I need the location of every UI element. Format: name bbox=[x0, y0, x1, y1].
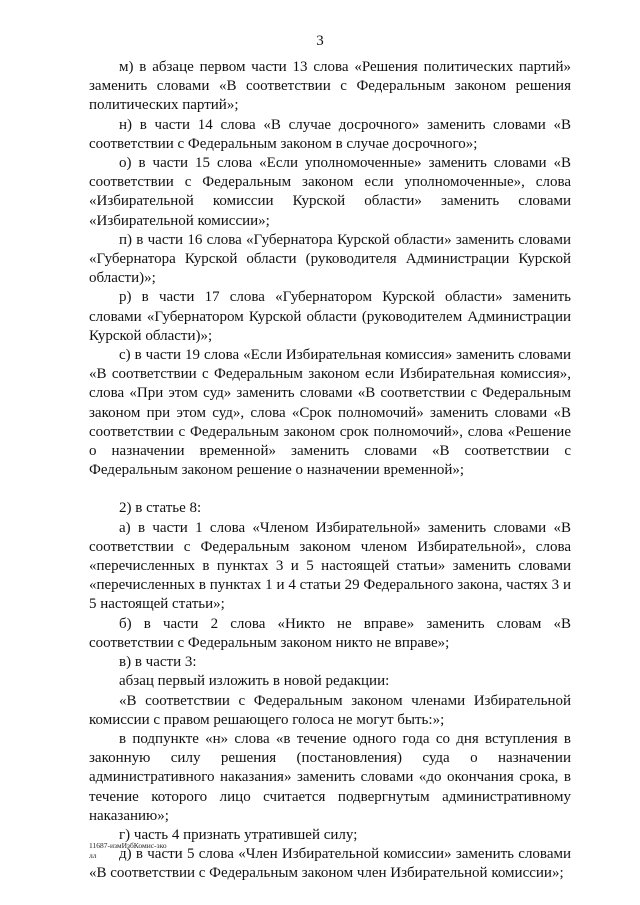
paragraph-s: с) в части 19 слова «Если Избирательная комиссия» заменить словами «В соответствии с Федеральным законом если Избирательная комиссия», слова «При этом суд» заменить словами «В соответствии с Федеральным законом при этом суд», слова «Срок полномочий» заменить словами «В соответствии с Федеральным законом срок полномочий», слова «Решение о назначении временной» заменить словами «В соответствии с Федеральным законом решение о назначении временной»; bbox=[89, 347, 571, 479]
paragraph-a: а) в части 1 слова «Членом Избирательной» заменить словами «В соответствии с Федеральным законом членом Избирательной», слова «перечисленных в пунктах 3 и 5 настоящей статьи» заменить словами «перечисленных в пунктах 1 и 4 статьи 29 Федерального закона, частях 3 и 5 настоящей статьи»; bbox=[89, 519, 571, 613]
footer-file-code: 11687-измИзбКомис-зко bbox=[89, 841, 167, 850]
paragraph-b: б) в части 2 слова «Никто не вправе» заменить словам «В соответствии с Федеральным законом никто не вправе»; bbox=[89, 615, 571, 651]
paragraph-article-8: 2) в статье 8: bbox=[119, 500, 202, 517]
paragraph-v-subpoint-n: в подпункте «н» слова «в течение одного года со дня вступления в законную силу решения (постановления) суда о назначении административного наказания» заменить словами «до окончания срока, в течение которого лицо считается подвергнутым административному наказанию»; bbox=[89, 730, 571, 824]
paragraph-v-intro: абзац первый изложить в новой редакции: bbox=[119, 673, 390, 690]
paragraph-d: д) в части 5 слова «Член Избирательной комиссии» заменить словами «В соответствии с Федеральным законом член Избирательной комиссии»; bbox=[89, 846, 571, 882]
paragraph-g: г) часть 4 признать утратившей силу; bbox=[119, 826, 358, 843]
paragraph-p: п) в части 16 слова «Губернатора Курской области» заменить словами «Губернатора Курской области (руководителя Администрации Курской области)»; bbox=[89, 231, 571, 287]
document-footer bbox=[89, 841, 167, 860]
document-body bbox=[89, 58, 571, 884]
paragraph-o: о) в части 15 слова «Если уполномоченные» заменить словами «В соответствии с Федеральным законом если уполномоченные», слова «Избирательной комиссии Курской области» заменить словами «Избирательной комиссии»; bbox=[89, 155, 571, 229]
paragraph-v-new-text: «В соответствии с Федеральным законом членами Избирательной комиссии с правом решающего голоса не могут быть:»; bbox=[89, 692, 571, 728]
paragraph-n: н) в части 14 слова «В случае досрочного» заменить словами «В соответствии с Федеральным законом в случае досрочного»; bbox=[89, 116, 571, 152]
footer-initials: лл bbox=[89, 850, 97, 860]
paragraph-m: м) в абзаце первом части 13 слова «Решения политических партий» заменить словами «В соответствии с Федеральным законом решения политических партий»; bbox=[89, 59, 571, 114]
paragraph-v: в) в части 3: bbox=[119, 654, 197, 671]
paragraph-r: р) в части 17 слова «Губернатором Курской области» заменить словами «Губернатором Курской области (руководителем Администрации Курской области)»; bbox=[89, 289, 571, 344]
page-number: 3 bbox=[316, 33, 324, 49]
